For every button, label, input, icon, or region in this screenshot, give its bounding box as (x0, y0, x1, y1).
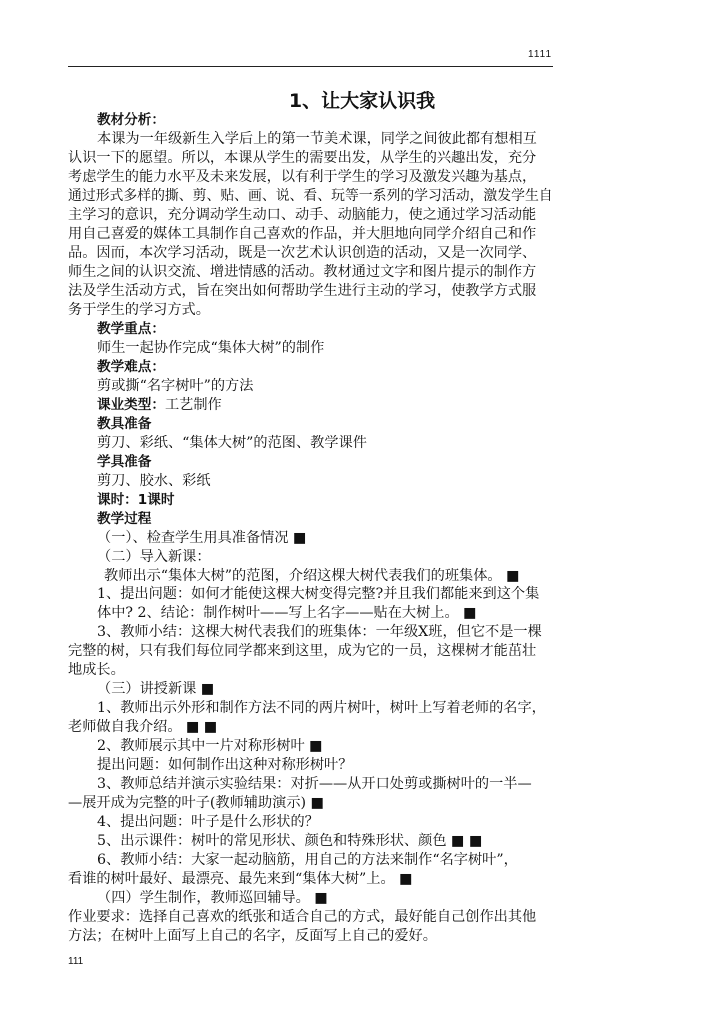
body-line: 老师做自我介绍。 ■ ■ (68, 719, 218, 736)
body-line: 剪刀、彩纸、“集体大树”的范图、教学课件 (97, 434, 367, 451)
body-line: （一）、检查学生用具准备情况 ■ (97, 529, 307, 546)
body-line: 剪刀、胶水、彩纸 (97, 472, 211, 489)
lesson-type-label: 课业类型： (97, 396, 165, 413)
body-line: （三）讲授新课 ■ (97, 681, 215, 698)
body-line: 1、教师出示外形和制作方法不同的两片树叶，树叶上写着老师的名字， (97, 700, 546, 717)
body-line: —展开成为完整的叶子(教师辅助演示) ■ (68, 795, 324, 812)
section-heading-duration: 课时：1课时 (97, 491, 175, 508)
body-line: 2、教师展示其中一片对称形树叶 ■ (97, 738, 323, 755)
section-heading-student-aids: 学具准备 (97, 453, 152, 470)
header-page-code: 1111 (528, 49, 553, 60)
body-line: 方法；在树叶上面写上自己的名字，反面写上自己的爱好。 (68, 928, 437, 944)
body-line: 4、提出问题：叶子是什么形状的？ (97, 814, 319, 831)
body-line: 3、教师总结并演示实验结果：对折——从开口处剪或撕树叶的一半— (97, 776, 532, 793)
body-line: 考虑学生的能力水平及未来发展，以有利于学生的学习及激发兴趣为基点， (68, 168, 537, 185)
body-line: 用自己喜爱的媒体工具制作自己喜欢的作品，并大胆地向同学介绍自己和作 (68, 225, 537, 242)
body-line: 3、教师小结：这棵大树代表我们的班集体：一年级X班，但它不是一棵 (97, 624, 542, 641)
body-line: 作业要求：选择自己喜欢的纸张和适合自己的方式，最好能自己创作出其他 (68, 909, 537, 925)
body-line: （二）导入新课： (97, 548, 211, 565)
body-line: 务于学生的学习方式。 (68, 301, 210, 318)
body-line: 地成长。 (68, 662, 125, 679)
body-line: 师生一起协作完成“集体大树”的制作 (97, 339, 325, 356)
page-title: 1、让大家认识我 (288, 90, 436, 112)
section-heading-process: 教学过程 (97, 510, 152, 527)
section-heading-teaching-aids: 教具准备 (97, 415, 152, 432)
body-line: 提出问题：如何制作出这种对称形树叶？ (97, 757, 353, 774)
section-heading-difficulty: 教学难点： (97, 358, 165, 375)
body-line: 剪或撕“名字树叶”的方法 (97, 377, 254, 394)
body-line: 本课为一年级新生入学后上的第一节美术课，同学之间彼此都有想相互 (97, 131, 537, 147)
section-heading-analysis: 教材分析： (97, 112, 165, 128)
lesson-type-value: 工艺制作 (164, 396, 222, 413)
body-line: 认识一下的愿望。所以，本课从学生的需要出发，从学生的兴趣出发，充分 (68, 150, 537, 166)
body-line: 品。因而，本次学习活动，既是一次艺术认识创造的活动，又是一次同学、 (68, 244, 537, 261)
body-line: （四）学生制作，教师巡回辅导。 ■ (97, 890, 328, 907)
section-heading-focus: 教学重点： (97, 320, 165, 337)
body-line: 完整的树，只有我们每位同学都来到这里，成为它的一员，这棵树才能茁壮 (68, 643, 537, 660)
body-line: 看谁的树叶最好、最漂亮、最先来到“集体大树”上。 ■ (68, 871, 413, 888)
body-line: 教师出示“集体大树”的范图，介绍这棵大树代表我们的班集体。 ■ (104, 567, 520, 584)
footer-page-code: 111 (68, 956, 84, 967)
body-line: 1、提出问题：如何才能使这棵大树变得完整?并且我们都能来到这个集 (97, 586, 540, 603)
body-line: 体中? 2、结论：制作树叶——写上名字——贴在大树上。 ■ (97, 605, 477, 622)
body-line: 5、出示课件：树叶的常见形状、颜色和特殊形状、颜色 ■ ■ (97, 833, 483, 850)
body-line: 主学习的意识，充分调动学生动口、动手、动脑能力，使之通过学习活动能 (68, 206, 537, 223)
body-line: 6、教师小结：大家一起动脑筋，用自己的方法来制作“名字树叶”， (97, 852, 518, 869)
body-line: 通过形式多样的撕、剪、贴、画、说、看、玩等一系列的学习活动，激发学生自 (68, 187, 553, 204)
body-line: 师生之间的认识交流、增进情感的活动。教材通过文字和图片提示的制作方 (68, 263, 537, 280)
lesson-type-line (97, 396, 222, 415)
body-line: 法及学生活动方式，旨在突出如何帮助学生进行主动的学习，使教学方式服 (68, 282, 537, 299)
header-divider (68, 66, 553, 67)
